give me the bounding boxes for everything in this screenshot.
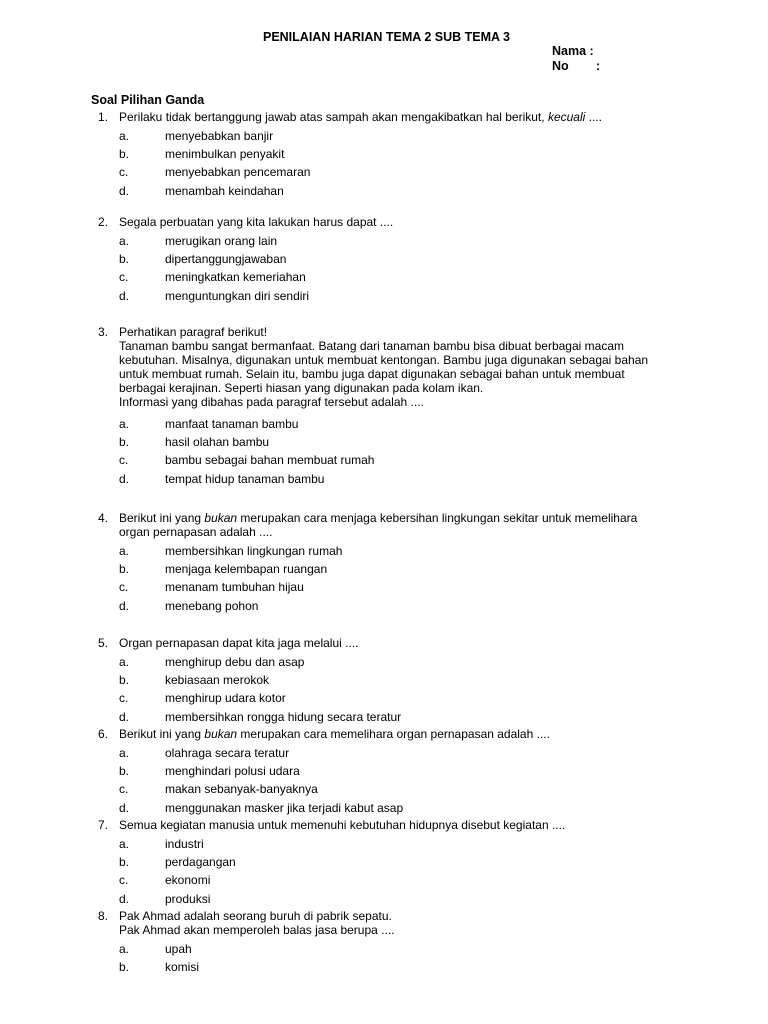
- option-c: c. menghirup udara kotor: [119, 691, 286, 706]
- question-4: [98, 511, 698, 615]
- option-d: d. menambah keindahan: [119, 183, 284, 198]
- option-list: [98, 835, 698, 908]
- option-d: d. produksi: [119, 891, 211, 906]
- option-d: d. menggunakan masker jika terjadi kabut asap: [119, 800, 404, 815]
- question-text: Pak Ahmad adalah seorang buruh di pabrik sepatu. Pak Ahmad akan memperoleh balas jasa berupa ....: [119, 909, 395, 937]
- option-b: b. menjaga kelembapan ruangan: [119, 562, 328, 577]
- nama-row: [552, 44, 600, 59]
- question-text: Berikut ini yang bukan merupakan cara memelihara organ pernapasan adalah ....: [119, 727, 550, 741]
- question-number: 6.: [98, 727, 109, 741]
- option-a: a. upah: [119, 942, 192, 956]
- question-1: [98, 110, 698, 200]
- question-6: [98, 727, 698, 817]
- option-c: c. meningkatkan kemeriahan: [119, 270, 306, 285]
- question-text: Segala perbuatan yang kita lakukan harus dapat ....: [119, 215, 394, 229]
- option-c: c. ekonomi: [119, 873, 211, 888]
- option-b: b. kebiasaan merokok: [119, 673, 270, 688]
- option-b: b. dipertanggungjawaban: [119, 252, 287, 267]
- question-text: Perhatikan paragraf berikut! Tanaman bambu sangat bermanfaat. Batang dari tanaman bambu bisa dibuat berbagai macam kebutuhan. Misalnya, digunakan untuk membuat kentongan. Bambu juga digunakan sebagai bahan untuk membuat rumah. Selain itu, bambu juga dapat digunakan sebagai bahan untuk membuat berbagai kerajinan. Seperti hiasan yang digunakan pada kolam ikan. Informasi yang dibahas pada paragraf tersebut adalah ....: [119, 325, 649, 409]
- option-a: a. industri: [119, 837, 204, 851]
- option-b: b. hasil olahan bambu: [119, 435, 270, 450]
- question-number: 4.: [98, 511, 109, 525]
- option-c: c. menyebabkan pencemaran: [119, 165, 311, 180]
- option-list: [98, 415, 698, 488]
- no-row: [552, 59, 600, 74]
- option-d: d. menebang pohon: [119, 598, 259, 613]
- question-text: Semua kegiatan manusia untuk memenuhi kebutuhan hidupnya disebut kegiatan ....: [119, 818, 566, 832]
- option-c: c. makan sebanyak-banyaknya: [119, 782, 318, 797]
- page-title: PENILAIAN HARIAN TEMA 2 SUB TEMA 3: [262, 30, 510, 44]
- option-list: [98, 744, 698, 817]
- no-label: No: [552, 59, 569, 73]
- nama-label: Nama :: [552, 44, 594, 58]
- question-number: 8.: [98, 909, 109, 923]
- question-8: [98, 909, 698, 976]
- question-number: 1.: [98, 110, 109, 124]
- option-list: [98, 232, 698, 305]
- question-number: 7.: [98, 818, 109, 832]
- question-number: 5.: [98, 636, 109, 650]
- question-3: [98, 325, 698, 488]
- option-b: b. komisi: [119, 960, 200, 975]
- student-id-block: [552, 44, 600, 74]
- question-7: [98, 818, 698, 908]
- question-number: 2.: [98, 215, 109, 229]
- option-list: [98, 542, 698, 615]
- question-number: 3.: [98, 325, 109, 339]
- option-b: b. menimbulkan penyakit: [119, 147, 285, 162]
- option-a: a. menyebabkan banjir: [119, 129, 274, 143]
- option-b: b. menghindari polusi udara: [119, 764, 300, 779]
- question-text: Perilaku tidak bertanggung jawab atas sampah akan mengakibatkan hal berikut, kecuali ....: [119, 110, 602, 124]
- section-title: Soal Pilihan Ganda: [91, 93, 205, 107]
- option-d: d. membersihkan rongga hidung secara teratur: [119, 709, 402, 724]
- option-a: a. membersihkan lingkungan rumah: [119, 544, 343, 558]
- option-a: a. menghirup debu dan asap: [119, 655, 305, 669]
- option-d: d. tempat hidup tanaman bambu: [119, 471, 325, 486]
- option-list: [98, 940, 698, 976]
- option-a: a. olahraga secara teratur: [119, 746, 290, 760]
- option-b: b. perdagangan: [119, 855, 236, 870]
- no-colon: :: [596, 59, 601, 73]
- option-a: a. merugikan orang lain: [119, 234, 278, 248]
- option-d: d. menguntungkan diri sendiri: [119, 288, 310, 303]
- option-c: c. bambu sebagai bahan membuat rumah: [119, 453, 375, 468]
- question-text: Berikut ini yang bukan merupakan cara menjaga kebersihan lingkungan sekitar untuk memelihara organ pernapasan adalah ....: [119, 511, 638, 539]
- question-text: Organ pernapasan dapat kita jaga melalui ....: [119, 636, 359, 650]
- question-5: [98, 636, 698, 726]
- option-c: c. menanam tumbuhan hijau: [119, 580, 304, 595]
- question-2: [98, 215, 698, 305]
- option-list: [98, 127, 698, 200]
- option-a: a. manfaat tanaman bambu: [119, 417, 299, 431]
- option-list: [98, 653, 698, 726]
